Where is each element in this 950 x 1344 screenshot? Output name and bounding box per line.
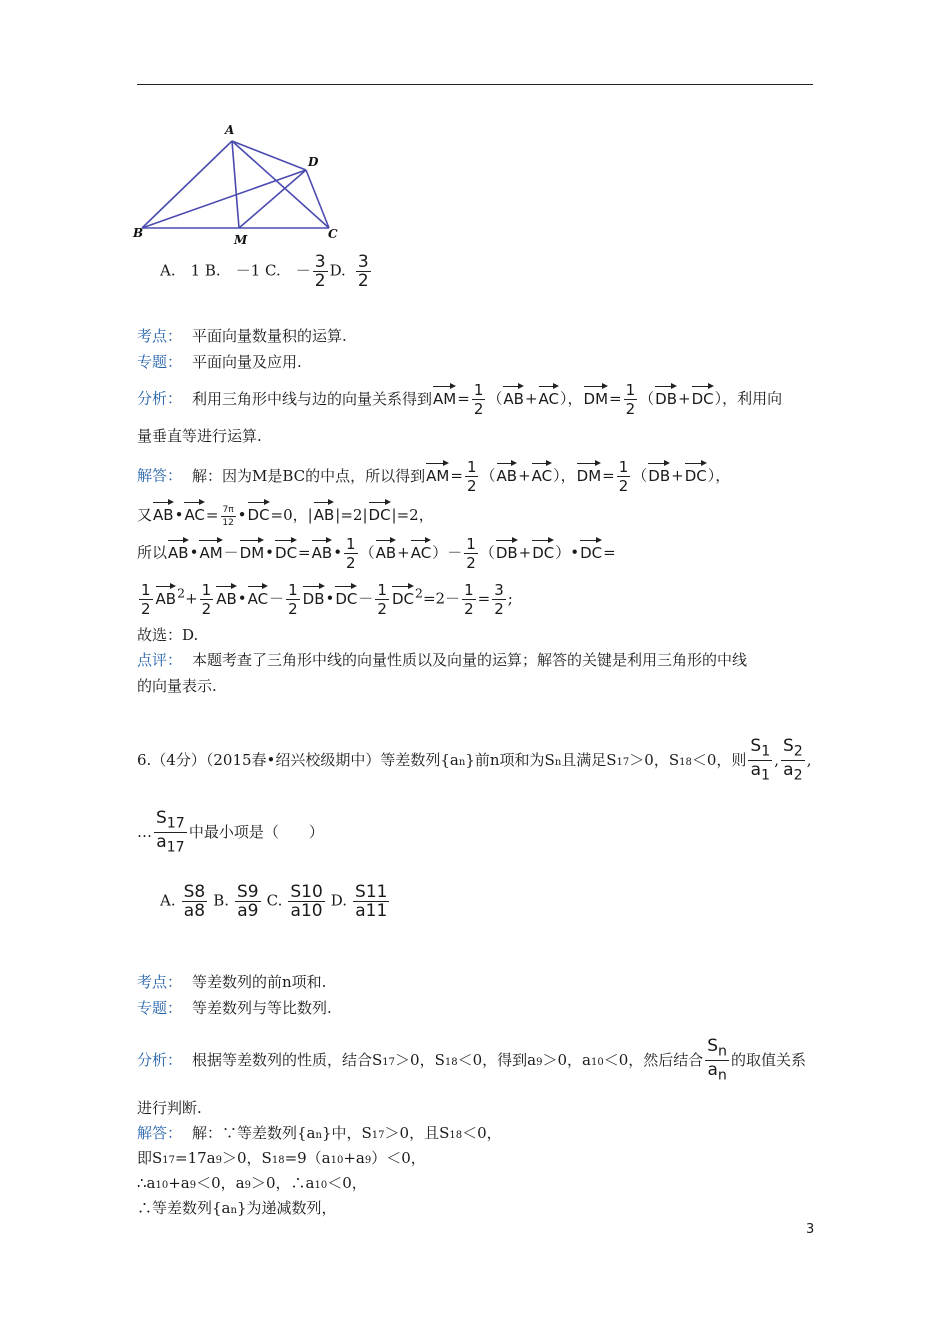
- q6-fenxi-line1: 分析： 根据等差数列的性质，结合S17＞0，S18＜0，得到a9＞0，a10＜0，然后结合 $\frac{S_n}{a_n}$ 的取值关系: [137, 1036, 807, 1084]
- label-d: D: [308, 155, 319, 169]
- q5-dianping-line1: 点评： 本题考查了三角形中线的向量性质以及向量的运算；解答的关键是利用三角形的中线: [137, 651, 748, 669]
- page-number: 3: [806, 1222, 815, 1237]
- q6-jieda-line4: ∴等差数列{an}为递减数列，: [137, 1199, 337, 1217]
- q6-stem-line2: … $\frac{S_{17}}{a_{17}}$ 中最小项是（ ）: [137, 808, 324, 856]
- q6-jieda-line1: 解答： 解：∵等差数列{an}中，S17＞0，且S18＜0，: [137, 1124, 502, 1142]
- q6-fenxi-line2: 进行判断.: [137, 1099, 202, 1117]
- header-rule: [137, 84, 813, 85]
- label-b: B: [133, 226, 144, 240]
- q5-jieda-line1: 解答： 解：因为M是BC的中点，所以得到AM= $\frac{1}{2}$ （AB+AC），DM= $\frac{1}{2}$ （DB+DC），: [137, 458, 731, 495]
- option-c-fraction: $\frac{3}{2}$: [314, 252, 326, 291]
- q5-kaodian: 考点： 平面向量数量积的运算.: [137, 327, 347, 345]
- q5-fenxi-line2: 量垂直等进行运算.: [137, 427, 262, 445]
- triangle-figure: [130, 120, 350, 250]
- q5-jieda-line2: 又AB•AC= $\frac{7\pi}{12}$ •DC=0，|AB|=2|DC|=2，: [137, 500, 434, 528]
- option-d-fraction: $\frac{3}{2}$: [357, 252, 369, 291]
- q5-fenxi-line1: 分析： 利用三角形中线与边的向量关系得到AM= $\frac{1}{2}$ （AB+AC），DM= $\frac{1}{2}$ （DB+DC），利用向: [137, 381, 783, 418]
- q5-jieda-line3: 所以AB•AM－DM•DC=AB• $\frac{1}{2}$ （AB+AC）－ $\frac{1}{2}$ （DB+DC）•DC=: [137, 535, 616, 572]
- label-m: M: [234, 233, 248, 247]
- q6-jieda-line3: ∴a10+a9＜0，a9＞0，∴a10＜0，: [137, 1174, 367, 1192]
- q5-options: A. 1 B. －1 C. － $\frac{3}{2}$ D. $\frac{3}{2}$: [160, 252, 369, 291]
- q6-kaodian: 考点： 等差数列的前n项和.: [137, 973, 327, 991]
- q5-dianping-line2: 的向量表示.: [137, 677, 217, 695]
- q6-jieda-line2: 即S17=17a9＞0，S18=9（a10+a9）＜0，: [137, 1149, 426, 1167]
- q5-guxuan: 故选：D.: [137, 626, 199, 644]
- q6-zhuanti: 专题： 等差数列与等比数列.: [137, 999, 332, 1017]
- q6-stem-line1: 6.（4分）（2015春•绍兴校级期中）等差数列{an}前n项和为Sn且满足S17＞0，S18＜0，则 $\frac{S_1}{a_1}$ , $\frac{S_2}{a_2}$ ,: [137, 736, 812, 784]
- q5-zhuanti: 专题： 平面向量及应用.: [137, 353, 302, 371]
- q5-jieda-line4: $\frac{1}{2}$ $AB^2+$ $\frac{1}{2}$ AB•AC－ $\frac{1}{2}$ DB•DC－ $\frac{1}{2}$ $DC^2=2-$ $\frac{1}{2}$ = $\frac{3}{2}$ ;: [141, 581, 513, 618]
- label-c: C: [328, 227, 338, 241]
- label-a: A: [225, 123, 235, 137]
- q6-options: A. $\frac{S8}{a8}$ B. $\frac{S9}{a9}$ C. $\frac{S10}{a10}$ D. $\frac{S11}{a11}$: [160, 882, 388, 921]
